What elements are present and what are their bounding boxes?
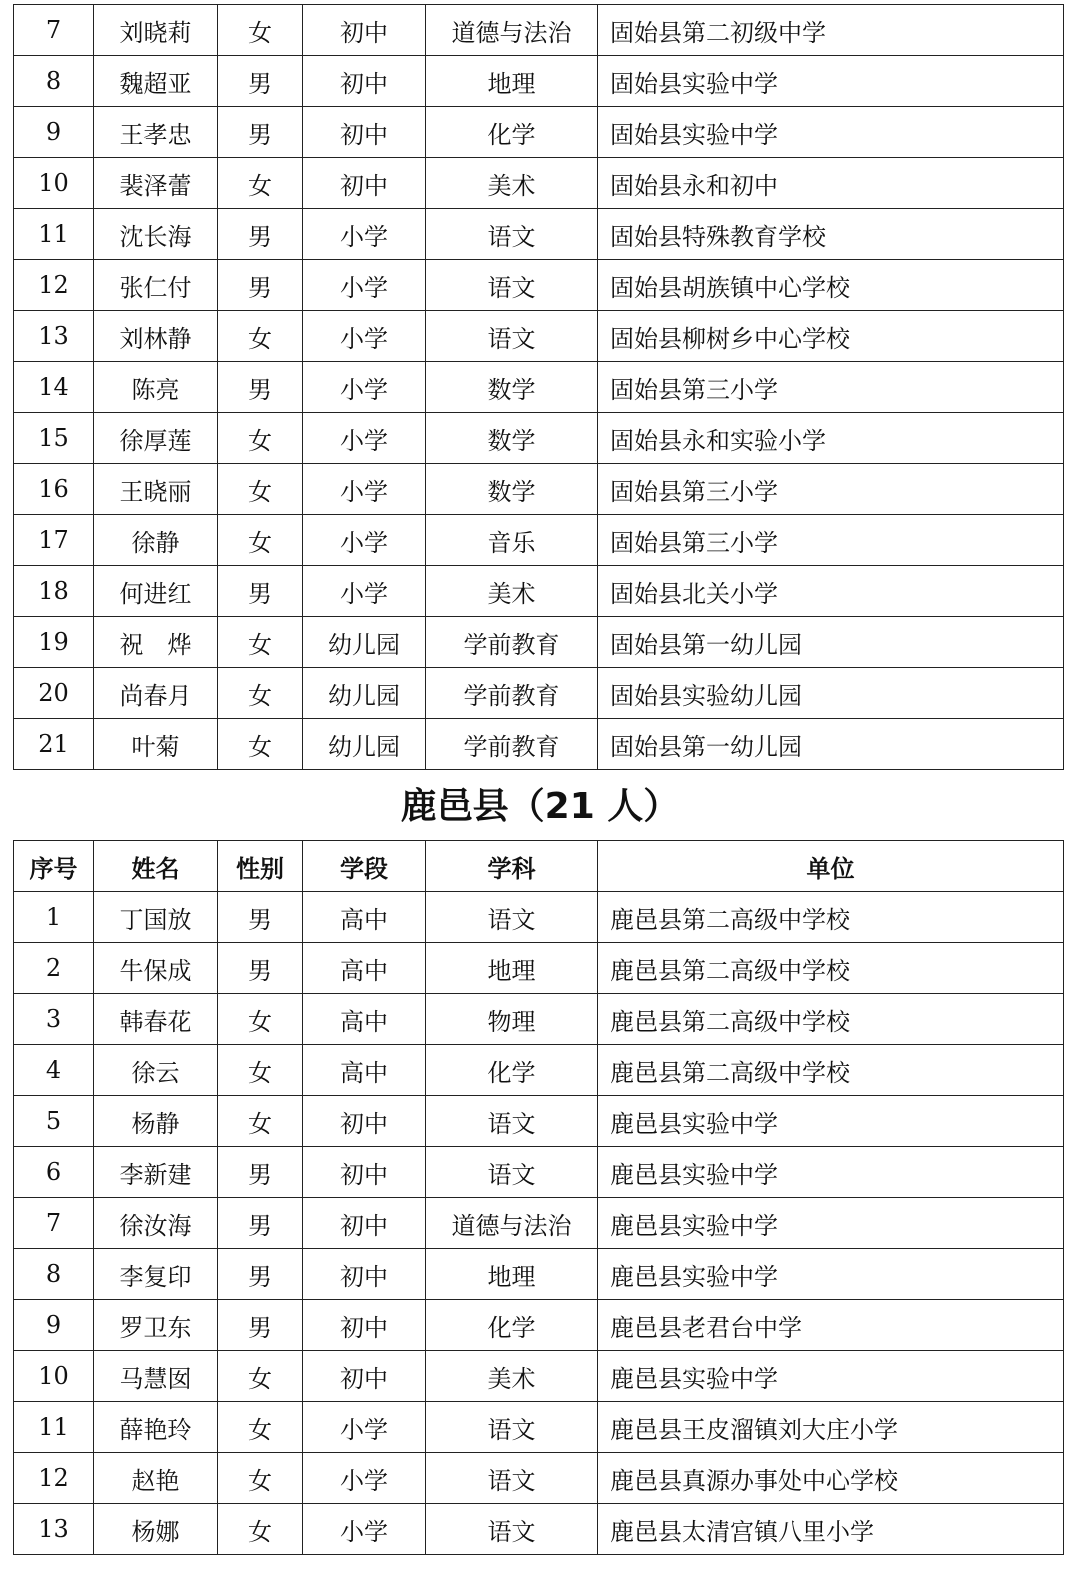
cell-subject: 物理	[426, 994, 598, 1045]
cell-subject: 地理	[426, 1249, 598, 1300]
cell-name: 李复印	[94, 1249, 218, 1300]
table-row	[14, 1198, 1064, 1249]
cell-unit: 固始县特殊教育学校	[598, 209, 1064, 260]
table-row	[14, 413, 1064, 464]
cell-gender: 男	[218, 209, 303, 260]
cell-no: 8	[14, 56, 94, 107]
cell-level: 小学	[303, 209, 426, 260]
cell-subject: 美术	[426, 1351, 598, 1402]
cell-gender: 男	[218, 566, 303, 617]
cell-gender: 男	[218, 362, 303, 413]
table-row	[14, 158, 1064, 209]
cell-name: 徐厚莲	[94, 413, 218, 464]
cell-unit: 固始县北关小学	[598, 566, 1064, 617]
cell-no: 7	[14, 5, 94, 56]
table-row	[14, 1300, 1064, 1351]
cell-unit: 固始县第三小学	[598, 515, 1064, 566]
cell-gender: 男	[218, 107, 303, 158]
cell-subject: 学前教育	[426, 719, 598, 770]
cell-gender: 女	[218, 464, 303, 515]
cell-unit: 鹿邑县第二高级中学校	[598, 943, 1064, 994]
cell-subject: 美术	[426, 158, 598, 209]
cell-subject: 语文	[426, 260, 598, 311]
cell-gender: 女	[218, 1045, 303, 1096]
cell-name: 裴泽蕾	[94, 158, 218, 209]
cell-name: 薛艳玲	[94, 1402, 218, 1453]
table-row	[14, 566, 1064, 617]
cell-name: 丁国放	[94, 892, 218, 943]
cell-gender: 男	[218, 892, 303, 943]
cell-name: 尚春月	[94, 668, 218, 719]
cell-no: 5	[14, 1096, 94, 1147]
cell-subject: 道德与法治	[426, 1198, 598, 1249]
header-level: 学段	[303, 841, 426, 892]
cell-gender: 女	[218, 1351, 303, 1402]
cell-level: 高中	[303, 943, 426, 994]
cell-name: 徐静	[94, 515, 218, 566]
cell-subject: 地理	[426, 943, 598, 994]
cell-subject: 语文	[426, 209, 598, 260]
cell-name: 王晓丽	[94, 464, 218, 515]
cell-unit: 固始县胡族镇中心学校	[598, 260, 1064, 311]
cell-unit: 鹿邑县第二高级中学校	[598, 892, 1064, 943]
cell-gender: 女	[218, 994, 303, 1045]
cell-name: 牛保成	[94, 943, 218, 994]
cell-name: 杨静	[94, 1096, 218, 1147]
cell-no: 14	[14, 362, 94, 413]
cell-gender: 女	[218, 515, 303, 566]
cell-subject: 语文	[426, 311, 598, 362]
cell-no: 8	[14, 1249, 94, 1300]
cell-no: 17	[14, 515, 94, 566]
luyi-table-body	[14, 892, 1064, 1555]
cell-subject: 语文	[426, 1147, 598, 1198]
cell-no: 18	[14, 566, 94, 617]
cell-no: 13	[14, 1504, 94, 1555]
cell-subject: 语文	[426, 892, 598, 943]
table-row	[14, 56, 1064, 107]
cell-level: 小学	[303, 260, 426, 311]
cell-no: 9	[14, 1300, 94, 1351]
table-row	[14, 5, 1064, 56]
table-row	[14, 362, 1064, 413]
cell-level: 初中	[303, 158, 426, 209]
cell-level: 初中	[303, 107, 426, 158]
table-row	[14, 1453, 1064, 1504]
cell-name: 刘林静	[94, 311, 218, 362]
cell-name: 马慧囡	[94, 1351, 218, 1402]
cell-unit: 鹿邑县第二高级中学校	[598, 994, 1064, 1045]
header-name: 姓名	[94, 841, 218, 892]
cell-level: 小学	[303, 1504, 426, 1555]
cell-name: 韩春花	[94, 994, 218, 1045]
cell-no: 1	[14, 892, 94, 943]
cell-subject: 语文	[426, 1453, 598, 1504]
cell-subject: 语文	[426, 1504, 598, 1555]
cell-level: 初中	[303, 5, 426, 56]
cell-unit: 鹿邑县实验中学	[598, 1096, 1064, 1147]
cell-subject: 数学	[426, 362, 598, 413]
table-row	[14, 617, 1064, 668]
cell-level: 小学	[303, 464, 426, 515]
gushi-teacher-table	[13, 4, 1064, 770]
cell-gender: 男	[218, 1198, 303, 1249]
cell-level: 小学	[303, 311, 426, 362]
cell-no: 3	[14, 994, 94, 1045]
cell-unit: 固始县第一幼儿园	[598, 719, 1064, 770]
cell-gender: 女	[218, 719, 303, 770]
cell-subject: 语文	[426, 1096, 598, 1147]
cell-gender: 女	[218, 1096, 303, 1147]
table-row	[14, 943, 1064, 994]
cell-subject: 数学	[426, 464, 598, 515]
cell-level: 小学	[303, 362, 426, 413]
cell-unit: 鹿邑县实验中学	[598, 1147, 1064, 1198]
cell-no: 9	[14, 107, 94, 158]
cell-name: 徐汝海	[94, 1198, 218, 1249]
cell-gender: 女	[218, 1402, 303, 1453]
table-row	[14, 1249, 1064, 1300]
cell-unit: 固始县实验幼儿园	[598, 668, 1064, 719]
cell-gender: 男	[218, 1147, 303, 1198]
table-row	[14, 1504, 1064, 1555]
cell-name: 刘晓莉	[94, 5, 218, 56]
cell-gender: 男	[218, 260, 303, 311]
cell-unit: 鹿邑县老君台中学	[598, 1300, 1064, 1351]
table-row	[14, 209, 1064, 260]
cell-level: 幼儿园	[303, 668, 426, 719]
cell-level: 初中	[303, 1198, 426, 1249]
cell-subject: 语文	[426, 1402, 598, 1453]
cell-name: 祝 烨	[94, 617, 218, 668]
cell-unit: 固始县实验中学	[598, 56, 1064, 107]
cell-name: 沈长海	[94, 209, 218, 260]
cell-no: 6	[14, 1147, 94, 1198]
cell-name: 魏超亚	[94, 56, 218, 107]
cell-no: 20	[14, 668, 94, 719]
cell-no: 21	[14, 719, 94, 770]
cell-unit: 鹿邑县太清宫镇八里小学	[598, 1504, 1064, 1555]
cell-name: 何进红	[94, 566, 218, 617]
cell-unit: 鹿邑县真源办事处中心学校	[598, 1453, 1064, 1504]
cell-no: 10	[14, 158, 94, 209]
cell-no: 11	[14, 1402, 94, 1453]
cell-level: 小学	[303, 515, 426, 566]
cell-name: 陈亮	[94, 362, 218, 413]
cell-level: 初中	[303, 56, 426, 107]
cell-unit: 固始县永和初中	[598, 158, 1064, 209]
cell-name: 张仁付	[94, 260, 218, 311]
cell-level: 高中	[303, 892, 426, 943]
luyi-teacher-table	[13, 840, 1064, 1555]
cell-unit: 鹿邑县实验中学	[598, 1198, 1064, 1249]
cell-level: 小学	[303, 1402, 426, 1453]
cell-level: 初中	[303, 1096, 426, 1147]
table-row	[14, 892, 1064, 943]
cell-level: 初中	[303, 1300, 426, 1351]
cell-unit: 固始县第二初级中学	[598, 5, 1064, 56]
cell-level: 幼儿园	[303, 617, 426, 668]
table-row	[14, 994, 1064, 1045]
table-row	[14, 1147, 1064, 1198]
table-row	[14, 1351, 1064, 1402]
table-row	[14, 1096, 1064, 1147]
cell-gender: 男	[218, 1300, 303, 1351]
cell-name: 赵艳	[94, 1453, 218, 1504]
cell-subject: 美术	[426, 566, 598, 617]
header-no: 序号	[14, 841, 94, 892]
cell-no: 11	[14, 209, 94, 260]
cell-subject: 道德与法治	[426, 5, 598, 56]
cell-no: 10	[14, 1351, 94, 1402]
cell-gender: 女	[218, 158, 303, 209]
cell-name: 罗卫东	[94, 1300, 218, 1351]
table-row	[14, 1402, 1064, 1453]
table-row	[14, 107, 1064, 158]
cell-gender: 男	[218, 56, 303, 107]
cell-no: 16	[14, 464, 94, 515]
cell-gender: 女	[218, 413, 303, 464]
cell-gender: 男	[218, 1249, 303, 1300]
cell-unit: 鹿邑县实验中学	[598, 1351, 1064, 1402]
cell-level: 高中	[303, 1045, 426, 1096]
cell-unit: 鹿邑县王皮溜镇刘大庄小学	[598, 1402, 1064, 1453]
cell-subject: 地理	[426, 56, 598, 107]
table-row	[14, 668, 1064, 719]
cell-subject: 学前教育	[426, 668, 598, 719]
cell-subject: 化学	[426, 1045, 598, 1096]
table-row	[14, 260, 1064, 311]
cell-gender: 女	[218, 1453, 303, 1504]
cell-name: 李新建	[94, 1147, 218, 1198]
table-header-row	[14, 841, 1064, 892]
cell-subject: 化学	[426, 107, 598, 158]
table-row	[14, 515, 1064, 566]
cell-unit: 固始县第三小学	[598, 464, 1064, 515]
header-gender: 性别	[218, 841, 303, 892]
cell-level: 幼儿园	[303, 719, 426, 770]
cell-no: 13	[14, 311, 94, 362]
table-row	[14, 311, 1064, 362]
cell-unit: 固始县永和实验小学	[598, 413, 1064, 464]
cell-gender: 女	[218, 1504, 303, 1555]
cell-no: 7	[14, 1198, 94, 1249]
cell-gender: 女	[218, 668, 303, 719]
header-subject: 学科	[426, 841, 598, 892]
table-row	[14, 1045, 1064, 1096]
cell-subject: 音乐	[426, 515, 598, 566]
table-row	[14, 719, 1064, 770]
cell-subject: 数学	[426, 413, 598, 464]
cell-name: 叶菊	[94, 719, 218, 770]
section-title: 鹿邑县（21 人）	[400, 786, 680, 827]
cell-level: 初中	[303, 1351, 426, 1402]
table-row	[14, 464, 1064, 515]
cell-unit: 固始县实验中学	[598, 107, 1064, 158]
cell-subject: 学前教育	[426, 617, 598, 668]
cell-name: 徐云	[94, 1045, 218, 1096]
cell-gender: 女	[218, 5, 303, 56]
cell-no: 12	[14, 260, 94, 311]
cell-name: 杨娜	[94, 1504, 218, 1555]
cell-level: 小学	[303, 413, 426, 464]
cell-gender: 女	[218, 311, 303, 362]
cell-no: 12	[14, 1453, 94, 1504]
cell-no: 19	[14, 617, 94, 668]
gushi-table-body	[14, 5, 1064, 770]
cell-unit: 鹿邑县第二高级中学校	[598, 1045, 1064, 1096]
cell-level: 高中	[303, 994, 426, 1045]
cell-level: 小学	[303, 566, 426, 617]
cell-no: 2	[14, 943, 94, 994]
cell-name: 王孝忠	[94, 107, 218, 158]
cell-level: 小学	[303, 1453, 426, 1504]
cell-subject: 化学	[426, 1300, 598, 1351]
header-unit: 单位	[598, 841, 1064, 892]
cell-unit: 固始县柳树乡中心学校	[598, 311, 1064, 362]
cell-unit: 鹿邑县实验中学	[598, 1249, 1064, 1300]
cell-no: 4	[14, 1045, 94, 1096]
cell-no: 15	[14, 413, 94, 464]
cell-gender: 女	[218, 617, 303, 668]
cell-gender: 男	[218, 943, 303, 994]
cell-level: 初中	[303, 1147, 426, 1198]
cell-unit: 固始县第三小学	[598, 362, 1064, 413]
cell-level: 初中	[303, 1249, 426, 1300]
cell-unit: 固始县第一幼儿园	[598, 617, 1064, 668]
